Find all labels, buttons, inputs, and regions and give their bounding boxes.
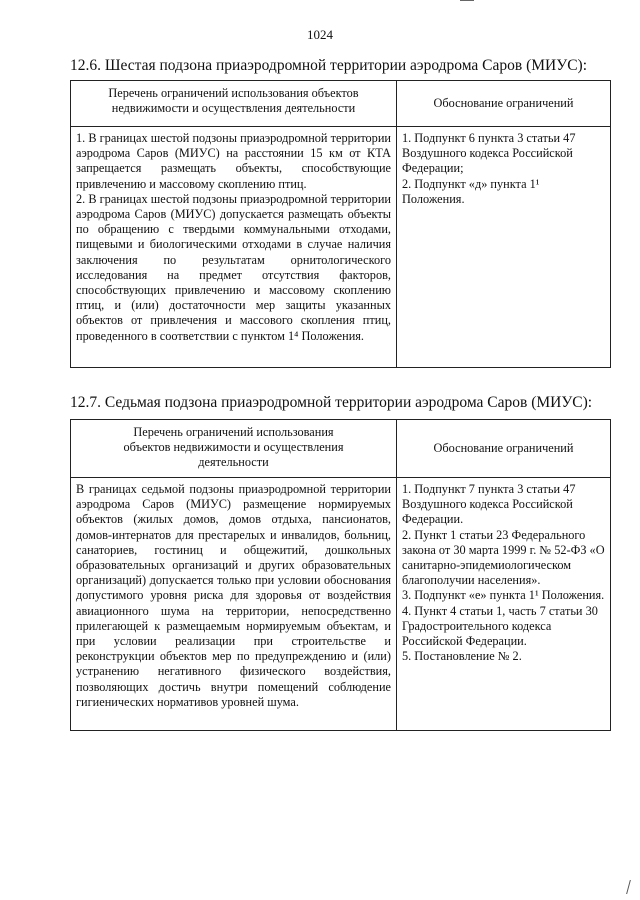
basis-cell xyxy=(397,127,611,368)
page-number: 1024 xyxy=(307,27,333,42)
restriction-item: 1. В границах шестой подзоны приаэродромной территории аэродрома Саров (МИУС) на расстоянии 15 км от КТА запрещается размещать объекты, способствующие привлечению и массовому скоплению птиц. xyxy=(76,131,391,191)
section-heading-6: 12.6. Шестая подзона приаэродромной территории аэродрома Саров (МИУС): xyxy=(70,57,587,74)
restriction-item: В границах седьмой подзоны приаэродромной территории аэродрома Саров (МИУС) размещение нормируемых объектов (жилых домов, домов отдыха, пансионатов, домов-интернатов для престарелых и инвалидов, больниц, санаториев, гостиниц и общежитий, дошкольных образовательных организаций и других образовательных организаций) допускается только при условии обоснования допустимого уровня риска для здоровья от воздействия авиационного шума на территории, непосредственно прилегающей к размещаемым нормируемым объектам, и при условии реализации при строительстве и реконструкции объектов мер по предупреждению и (или) устранению негативного физического воздействия, позволяющих достичь внутри помещений соблюдение гигиенических нормативов уровней шума. xyxy=(76,482,391,709)
column-header-restrictions: Перечень ограничений использования объектов недвижимости и осуществления деятельности xyxy=(71,420,397,478)
basis-item: 2. Пункт 1 статьи 23 Федерального закона от 30 марта 1999 г. № 52-ФЗ «О санитарно-эпидемиологическом благополучии населения». xyxy=(402,527,605,588)
basis-item: 3. Подпункт «е» пункта 1¹ Положения. xyxy=(402,588,605,603)
table-header-row xyxy=(71,81,611,127)
column-header-basis: Обоснование ограничений xyxy=(397,81,611,127)
scan-mark-top xyxy=(460,0,474,4)
column-header-restrictions: Перечень ограничений использования объектов недвижимости и осуществления деятельности xyxy=(71,81,397,127)
basis-item: 4. Пункт 4 статьи 1, часть 7 статьи 30 Градостроительного кодекса Российской Федерации. xyxy=(402,603,598,649)
restrictions-table-subzone-6 xyxy=(70,80,611,368)
table-header-row xyxy=(71,420,611,478)
column-header-basis: Обоснование ограничений xyxy=(397,420,611,478)
restriction-item: 2. В границах шестой подзоны приаэродромной территории аэродрома Саров (МИУС) допускается размещать объекты по обращению с твердыми коммунальными отходами, пищевыми и биологическими отходами в случае наличия заключения по результатам орнитологического исследования на предмет отсутствия факторов, способствующих привлечению и массовому скоплению птиц, и (или) достаточности мер защиты указанных объектов от привлечения и массового скопления птиц, проведенного в соответствии с пунктом 1⁴ Положения. xyxy=(76,191,391,343)
scan-mark-edge xyxy=(626,880,637,894)
table-row xyxy=(71,127,611,368)
restrictions-table-subzone-7 xyxy=(70,419,611,731)
basis-item: 1. Подпункт 7 пункта 3 статьи 47 Воздушного кодекса Российской Федерации. xyxy=(402,482,576,527)
restrictions-cell xyxy=(71,478,397,731)
section-heading-7: 12.7. Седьмая подзона приаэродромной территории аэродрома Саров (МИУС): xyxy=(70,394,593,411)
basis-item: 2. Подпункт «д» пункта 1¹ Положения. xyxy=(402,176,540,206)
table-row xyxy=(71,478,611,731)
basis-item: 5. Постановление № 2. xyxy=(402,649,522,664)
restrictions-cell xyxy=(71,127,397,368)
basis-item: 1. Подпункт 6 пункта 3 статьи 47 Воздушного кодекса Российской Федерации; xyxy=(402,131,576,176)
basis-cell xyxy=(397,478,611,731)
